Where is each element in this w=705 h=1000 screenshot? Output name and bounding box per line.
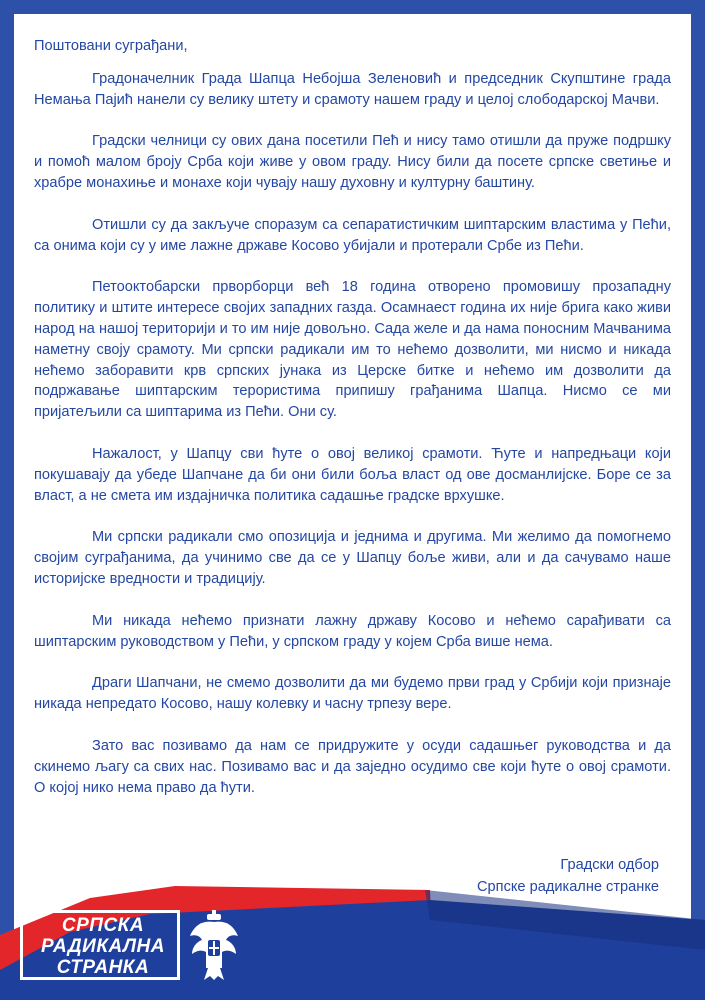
paragraph-3: Отишли су да закључе споразум са сепаратистичким шиптарским властима у Пећи, са онима који су у име лажне државе Косово убијали и протерали Србе из Пећи. [34, 216, 671, 254]
party-logo [20, 910, 260, 982]
signature-line-2: Српске радикалне странке [477, 879, 659, 895]
paragraph-5: Нажалост, у Шапцу сви ћуте о овој великој срамоти. Ћуте и напредњаци који покушавају да убеде Шапчане да би они били боља власт од ове досманлијске. Боре се за власт, а не смета им издајничка политика садашње градске врхушке. [34, 445, 671, 504]
logo-text-line-3: СТРАНКА [56, 957, 150, 978]
signature-line-1: Градски одбор [560, 857, 659, 873]
letter-body [34, 36, 671, 819]
paragraph-6: Ми српски радикали смо опозиција и једнима и другима. Ми желимо да помогнемо својим суграђанима, да учинимо све да се у Шапцу боље живи, али и да сачувамо наше историјске вредности и традицију. [34, 529, 671, 587]
paragraph-2: Градски челници су ових дана посетили Пећ и нису тамо отишли да пруже подршку и помоћ малом броју Срба који живе у овом граду. Нису били да посете српске светиње и храбре монахиње и монахе који чувају нашу духовну и културну баштину. [34, 133, 671, 191]
logo-frame [20, 910, 180, 980]
paragraph-1: Градоначелник Града Шапца Небојша Зеленовић и председник Скупштине града Немања Пајић нанели су велику штету и срамоту нашем граду и целој слободарској Мачви. [34, 70, 671, 108]
logo-text-line-2: РАДИКАЛНА [41, 936, 165, 957]
paragraph-9: Зато вас позивамо да нам се придружите у осуди садашњег руководства и да скинемо љагу са свих нас. Позивамо вас и да заједно осудимо све који ћуте о овој срамоти. О којој нико нема право да ћути. [34, 737, 671, 796]
letter-sheet [14, 14, 691, 1000]
paragraph-4: Петооктобарски прворборци већ 18 година отворено промовишу прозападну политику и штите интересе својих западних газда. Осамнаест година их није брига како живи народ на нашој територији и то им није довољно. Сада желе и да нама поносним Мачванима наметну своју срамоту. Ми српски радикали им то нећемо дозволити, ми нисмо и никада нећемо заборавити крв српских јунака из Церске битке и нећемо им дозволити да подржавање шиптарским терористима припишу грађанима Шапца. Нисмо се ми пријатељили са шиптарима из Пећи. Они су. [34, 279, 671, 421]
salutation: Поштовани суграђани, [34, 38, 188, 54]
paragraph-8: Драги Шапчани, не смемо дозволити да ми будемо први град у Србији који признаје никада непредато Косово, нашу колевку и часну трпезу вере. [34, 675, 671, 713]
double-headed-eagle-emblem [188, 910, 240, 982]
logo-text-line-1: СРПСКА [61, 915, 145, 936]
paragraph-7: Ми никада нећемо признати лажну државу Косово и нећемо сарађивати са шиптарским руководством у Пећи, у српском граду у којем Срба више нема. [34, 612, 671, 650]
